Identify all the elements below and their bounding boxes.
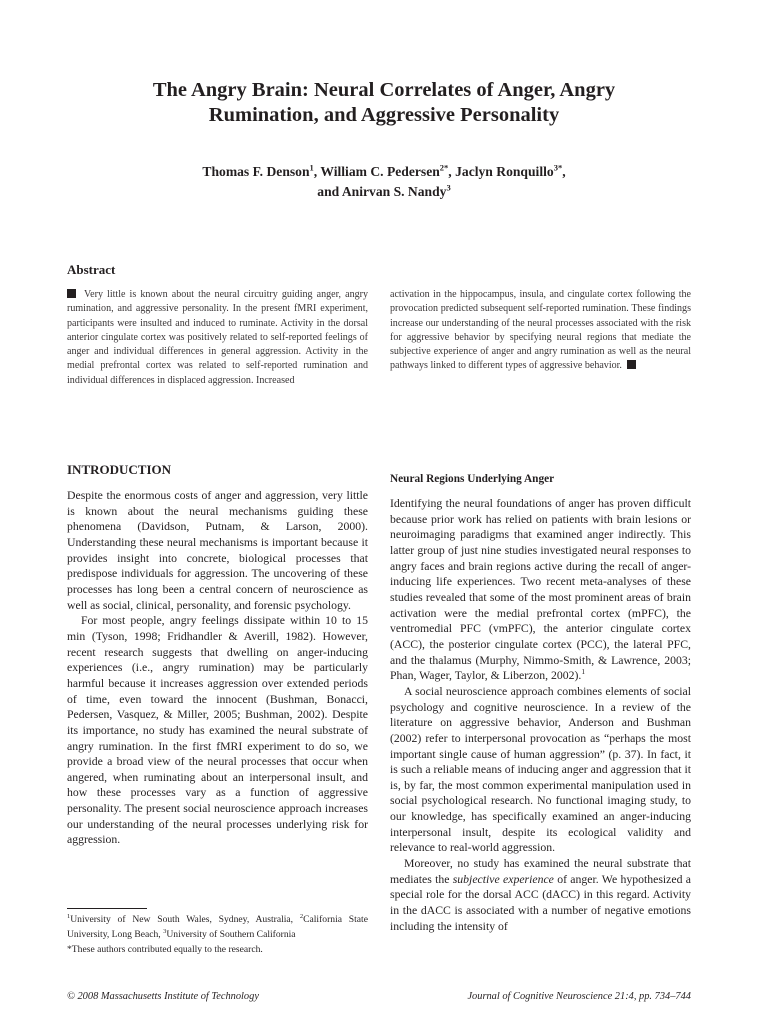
author-name: Jaclyn Ronquillo <box>455 164 554 179</box>
emphasis-subjective-experience: subjective experience <box>452 872 554 886</box>
affiliation-mark: 1 <box>67 912 71 920</box>
abstract-heading: Abstract <box>67 262 116 277</box>
affiliation-text: University of Southern California <box>166 928 296 940</box>
author-separator: , <box>562 164 566 179</box>
intro-paragraph-2: For most people, angry feelings dissipate within 10 to 15 min (Tyson, 1998; Fridhandler & Averill, 1982). However, recent research suggests that dwelling on anger-inducing experiences (i.e., angry rumination) may be particularly harmful because it increases aggression over extended periods of time, even toward the innocent (Bushman, Bonacci, Pedersen, Vasquez, & Miller, 2005; Bushman, 2002). Despite its importance, no study has examined the neural substrate of angry rumination. In the first fMRI experiment to do so, we provide a broad view of the neural processes that occur when angered, when ruminating about an interpersonal insult, and how these processes vary as a function of aggressive personality. The present social neuroscience approach increases our understanding of the neural processes underlying risk for aggression. <box>67 614 368 847</box>
affiliation-mark: 3 <box>163 927 167 935</box>
author-affiliation-mark: 3 <box>446 182 451 193</box>
section-paragraph-3 <box>390 856 691 934</box>
author-list <box>60 162 708 202</box>
paper-title <box>60 78 708 128</box>
section-paragraph-1-text: Identifying the neural foundations of anger has proven difficult because prior work has relied on patients with brain lesions or neuroimaging paradigms that examined anger indirectly. This latter group of just nine studies investigated neural responses to angry faces and brain regions active during the recall of anger-inducing life experiences. Two recent meta-analyses of these studies revealed that some of the most prominent areas of brain activation were the medial prefrontal cortex (mPFC), the ventromedial PFC (vmPFC), the anterior cingulate cortex (ACC), the posterior cingulate cortex (PCC), the lateral PFC, and the thalamus (Murphy, Nimmo-Smith, & Lawrence, 2003; Phan, Wager, Taylor, & Liberzon, 2002). <box>390 497 691 683</box>
abstract-text-right <box>390 288 691 374</box>
title-line-1: The Angry Brain: Neural Correlates of Anger, Angry <box>152 79 616 101</box>
affiliation-text: University of New South Wales, Sydney, Australia, <box>70 914 300 925</box>
title-line-2: Rumination, and Aggressive Personality <box>208 104 560 126</box>
footnote-divider <box>67 908 147 909</box>
section-paragraph-2: A social neuroscience approach combines elements of social psychology and cognitive neuroscience. In a review of the literature on aggressive behavior, Anderson and Bushman (2002) refer to interpersonal provocation as “perhaps the most important single cause of human aggression” (p. 37). In fact, it is such a reliable means of inducing anger and aggression that it is, by far, the most common experimental manipulation used in social psychological research. No functional imaging study, to our knowledge, has specifically examined an anger-inducing interpersonal insult, despite its ecological validity and relevance to real-world aggression. <box>390 684 691 855</box>
equal-contribution-note: *These authors contributed equally to the research. <box>67 943 263 955</box>
author-separator: , <box>448 164 456 179</box>
section-paragraph-3-start: Moreover, no study has examined the neural substrate that mediates the <box>390 857 691 886</box>
introduction-heading: INTRODUCTION <box>67 462 172 477</box>
footnote-marker: 1 <box>581 667 586 677</box>
square-end-icon <box>627 360 636 369</box>
introduction-body <box>67 488 368 848</box>
square-bullet-icon <box>67 289 76 298</box>
author-affiliation-mark: 2* <box>439 162 449 173</box>
abstract-left-text: Very little is known about the neural circuitry guiding anger, angry rumination, and aggressive personality. In the present fMRI experiment, participants were insulted and induced to ruminate. Activity in the dorsal anterior cingulate cortex was positively related to self-reported feelings of anger and individual differences in general aggression. Activity in the medial prefrontal cortex was related to self-reported rumination and individual differences in displaced aggression. Increased <box>67 289 369 386</box>
abstract-text-left <box>67 288 368 388</box>
copyright-footer: © 2008 Massachusetts Institute of Technology <box>67 991 259 1002</box>
author-name: William C. Pedersen <box>320 164 440 179</box>
intro-paragraph-1: Despite the enormous costs of anger and aggression, very little is known about the neural mechanisms guiding these phenomena (Davidson, Putnam, & Larson, 2000). Understanding these neural mechanisms is important because it provides insight into concrete, biological processes that predispose individuals for aggression. The uncovering of these processes has long been a central concern of neuroscience as well as social, clinical, personality, and forensic psychology. <box>67 489 368 612</box>
author-separator: , <box>313 164 321 179</box>
author-affiliation-mark: 3* <box>553 162 563 173</box>
author-name: Thomas F. Denson <box>202 164 310 179</box>
abstract-right-text: activation in the hippocampus, insula, and cingulate cortex following the provocation predicted subsequent self-reported rumination. These findings increase our understanding of the neural processes associated with the risk for aggressive behavior by specifying neural regions that mediate the subjective experience of anger and angry rumination as well as the neural pathways linked to different types of aggressive behavior. <box>390 289 691 372</box>
section-paragraph-3-end: of anger. We hypothesized a special role for the dorsal ACC (dACC) in this regard. Activity in the dACC is associated with a number of negative emotions including the intensity of <box>390 872 691 933</box>
affiliations-footnote <box>67 913 368 957</box>
author-affiliation-mark: 1 <box>309 162 314 173</box>
affiliation-text: California State University, Long Beach, <box>67 914 368 940</box>
neural-regions-body <box>390 496 691 934</box>
affiliation-mark: 2 <box>299 912 304 920</box>
section-heading-neural-regions: Neural Regions Underlying Anger <box>390 473 555 485</box>
section-paragraph-1 <box>390 496 691 684</box>
author-name: and Anirvan S. Nandy <box>317 184 447 199</box>
journal-citation-footer: Journal of Cognitive Neuroscience 21:4, pp. 734–744 <box>467 991 691 1002</box>
